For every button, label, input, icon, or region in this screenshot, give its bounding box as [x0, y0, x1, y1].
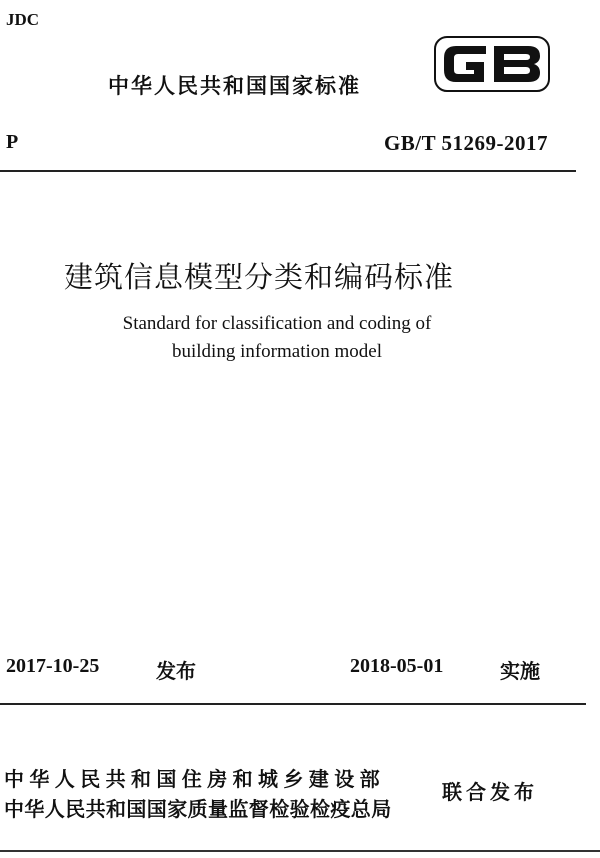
national-standard-label: 中华人民共和国国家标准 — [108, 74, 361, 98]
implementation-date: 2018-05-01 — [350, 655, 444, 677]
page-bottom-edge — [0, 850, 600, 852]
top-divider — [0, 170, 576, 172]
implementation-label: 实施 — [500, 659, 540, 683]
title-chinese: 建筑信息模型分类和编码标准 — [64, 260, 455, 294]
bottom-divider — [0, 703, 586, 705]
title-english — [62, 310, 492, 366]
gb-logo-icon — [434, 36, 550, 92]
udc-mark: JDC — [6, 10, 40, 29]
joint-issue-label: 联合发布 — [442, 780, 538, 804]
issuer-org-housing: 中华人民共和国住房和城乡建设部 — [4, 767, 385, 791]
issuer-org-quality: 中华人民共和国国家质量监督检验检疫总局 — [4, 797, 392, 821]
title-english-line1: Standard for classification and coding of — [122, 313, 432, 334]
issue-label: 发布 — [156, 659, 196, 683]
issue-date: 2017-10-25 — [6, 655, 100, 677]
classification-mark: P — [6, 131, 19, 153]
title-english-line2: building information model — [171, 341, 383, 362]
standard-number: GB/T 51269-2017 — [383, 131, 548, 155]
